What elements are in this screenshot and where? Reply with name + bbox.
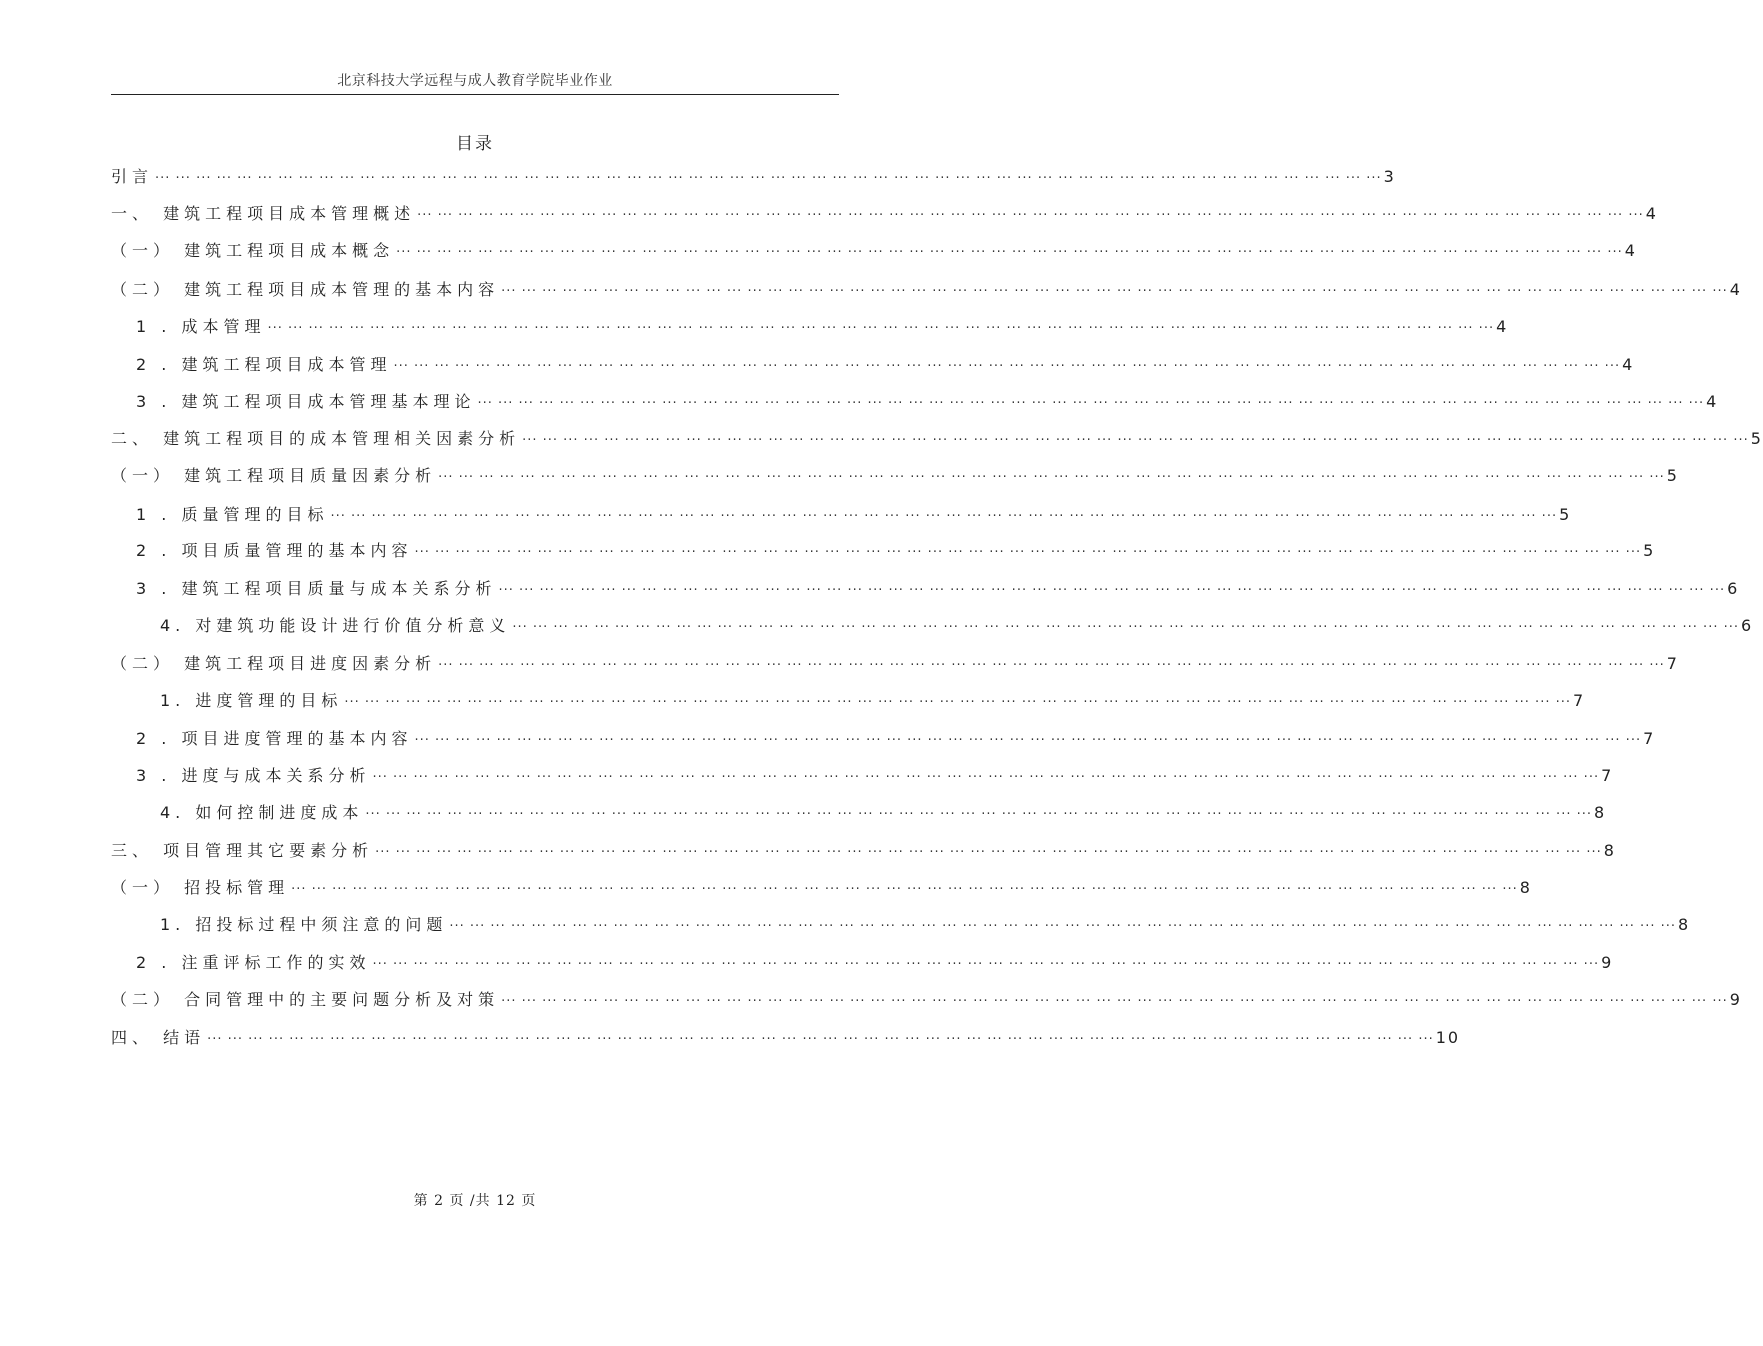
toc-entry[interactable] <box>111 427 1763 451</box>
toc-dot-leader <box>155 167 1382 191</box>
toc-entry-label: 四、 结语 <box>111 1028 206 1047</box>
toc-entry-label: 三、 项目管理其它要素分析 <box>111 841 374 860</box>
toc-entry[interactable] <box>111 1026 1461 1050</box>
toc-entry-label: 1. 进度管理的目标 <box>160 691 343 710</box>
toc-entry-page: 4 <box>1645 204 1658 223</box>
toc-entry-label: 引言 <box>111 167 154 186</box>
toc-entry-label: 4. 如何控制进度成本 <box>160 803 364 822</box>
toc-entry-page: 5 <box>1666 466 1679 485</box>
toc-dot-leader <box>372 766 1599 790</box>
toc-title: 目录 <box>456 134 494 154</box>
toc-entry-page: 8 <box>1519 878 1532 897</box>
toc-entry-page: 7 <box>1666 654 1679 673</box>
toc-dot-leader <box>344 691 1571 715</box>
toc-entry[interactable] <box>111 464 1679 488</box>
toc-entry-page: 5 <box>1750 429 1763 448</box>
toc-dot-leader <box>375 841 1602 865</box>
toc-entry-label: 2 . 注重评标工作的实效 <box>136 953 371 972</box>
toc-entry[interactable] <box>136 353 1635 377</box>
toc-dot-leader <box>417 204 1644 228</box>
toc-entry-page: 5 <box>1643 541 1656 560</box>
toc-entry[interactable] <box>111 202 1658 226</box>
toc-entry[interactable] <box>136 727 1656 751</box>
toc-entry-label: 1 . 质量管理的目标 <box>136 505 329 524</box>
toc-dot-leader <box>330 505 1557 529</box>
page-footer: 第 2 页 /共 12 页 <box>413 1193 537 1209</box>
toc-entry-page: 4 <box>1622 355 1635 374</box>
toc-dot-leader <box>291 878 1518 902</box>
toc-entry[interactable] <box>111 652 1679 676</box>
toc-dot-leader <box>414 541 1641 565</box>
page-header: 北京科技大学远程与成人教育学院毕业作业 <box>337 73 613 89</box>
toc-entry-page: 7 <box>1573 691 1586 710</box>
toc-dot-leader <box>438 654 1665 678</box>
toc-entry[interactable] <box>111 988 1742 1012</box>
toc-entry-page: 4 <box>1496 317 1509 336</box>
toc-dot-leader <box>512 616 1739 640</box>
toc-entry[interactable] <box>136 764 1614 788</box>
toc-entry[interactable] <box>160 913 1691 937</box>
toc-entry-page: 3 <box>1383 167 1396 186</box>
toc-entry-page: 9 <box>1729 990 1742 1009</box>
toc-dot-leader <box>501 280 1728 304</box>
toc-entry-label: （二） 建筑工程项目进度因素分析 <box>111 654 437 673</box>
toc-dot-leader <box>449 915 1676 939</box>
toc-entry-page: 7 <box>1643 729 1656 748</box>
toc-dot-leader <box>396 241 1623 265</box>
toc-dot-leader <box>365 803 1592 827</box>
header-divider <box>111 94 839 95</box>
toc-entry-label: 2 . 建筑工程项目成本管理 <box>136 355 392 374</box>
toc-entry-label: （二） 建筑工程项目成本管理的基本内容 <box>111 280 500 299</box>
toc-entry-label: 2 . 项目进度管理的基本内容 <box>136 729 413 748</box>
toc-entry-label: （二） 合同管理中的主要问题分析及对策 <box>111 990 500 1009</box>
toc-entry-label: 一、 建筑工程项目成本管理概述 <box>111 204 416 223</box>
toc-entry[interactable] <box>136 390 1719 414</box>
toc-entry[interactable] <box>136 315 1509 339</box>
toc-entry-label: （一） 建筑工程项目质量因素分析 <box>111 466 437 485</box>
toc-entry-page: 6 <box>1741 616 1754 635</box>
toc-dot-leader <box>372 953 1599 977</box>
toc-dot-leader <box>477 392 1704 416</box>
toc-entry-label: 2 . 项目质量管理的基本内容 <box>136 541 413 560</box>
toc-entry-label: 3 . 进度与成本关系分析 <box>136 766 371 785</box>
toc-dot-leader <box>267 317 1494 341</box>
toc-entry-label: 4. 对建筑功能设计进行价值分析意义 <box>160 616 511 635</box>
toc-entry[interactable] <box>160 614 1754 638</box>
toc-entry-page: 4 <box>1729 280 1742 299</box>
toc-entry-page: 4 <box>1706 392 1719 411</box>
toc-entry[interactable] <box>160 801 1607 825</box>
toc-entry-page: 6 <box>1727 579 1740 598</box>
toc-entry[interactable] <box>111 278 1742 302</box>
toc-entry[interactable] <box>136 539 1656 563</box>
toc-entry-label: （一） 建筑工程项目成本概念 <box>111 241 395 260</box>
toc-entry[interactable] <box>160 689 1586 713</box>
toc-entry-page: 9 <box>1601 953 1614 972</box>
toc-entry-label: 3 . 建筑工程项目质量与成本关系分析 <box>136 579 497 598</box>
toc-dot-leader <box>522 429 1749 453</box>
toc-entry-label: 二、 建筑工程项目的成本管理相关因素分析 <box>111 429 521 448</box>
toc-entry[interactable] <box>136 503 1572 527</box>
toc-dot-leader <box>207 1028 1434 1052</box>
toc-entry-page: 5 <box>1559 505 1572 524</box>
toc-entry-page: 4 <box>1624 241 1637 260</box>
toc-entry-label: （一） 招投标管理 <box>111 878 290 897</box>
toc-dot-leader <box>393 355 1620 379</box>
toc-entry-page: 7 <box>1601 766 1614 785</box>
toc-entry-label: 1 . 成本管理 <box>136 317 266 336</box>
toc-entry-label: 1. 招投标过程中须注意的问题 <box>160 915 448 934</box>
toc-entry-page: 8 <box>1603 841 1616 860</box>
toc-dot-leader <box>438 466 1665 490</box>
toc-entry[interactable] <box>136 577 1740 601</box>
toc-dot-leader <box>498 579 1725 603</box>
toc-entry-page: 10 <box>1435 1028 1461 1047</box>
toc-entry[interactable] <box>111 165 1396 189</box>
toc-entry-label: 3 . 建筑工程项目成本管理基本理论 <box>136 392 476 411</box>
toc-entry[interactable] <box>136 951 1614 975</box>
toc-entry-page: 8 <box>1678 915 1691 934</box>
toc-entry[interactable] <box>111 839 1616 863</box>
toc-dot-leader <box>414 729 1641 753</box>
toc-entry-page: 8 <box>1594 803 1607 822</box>
toc-entry[interactable] <box>111 876 1532 900</box>
toc-dot-leader <box>501 990 1728 1014</box>
toc-entry[interactable] <box>111 239 1637 263</box>
